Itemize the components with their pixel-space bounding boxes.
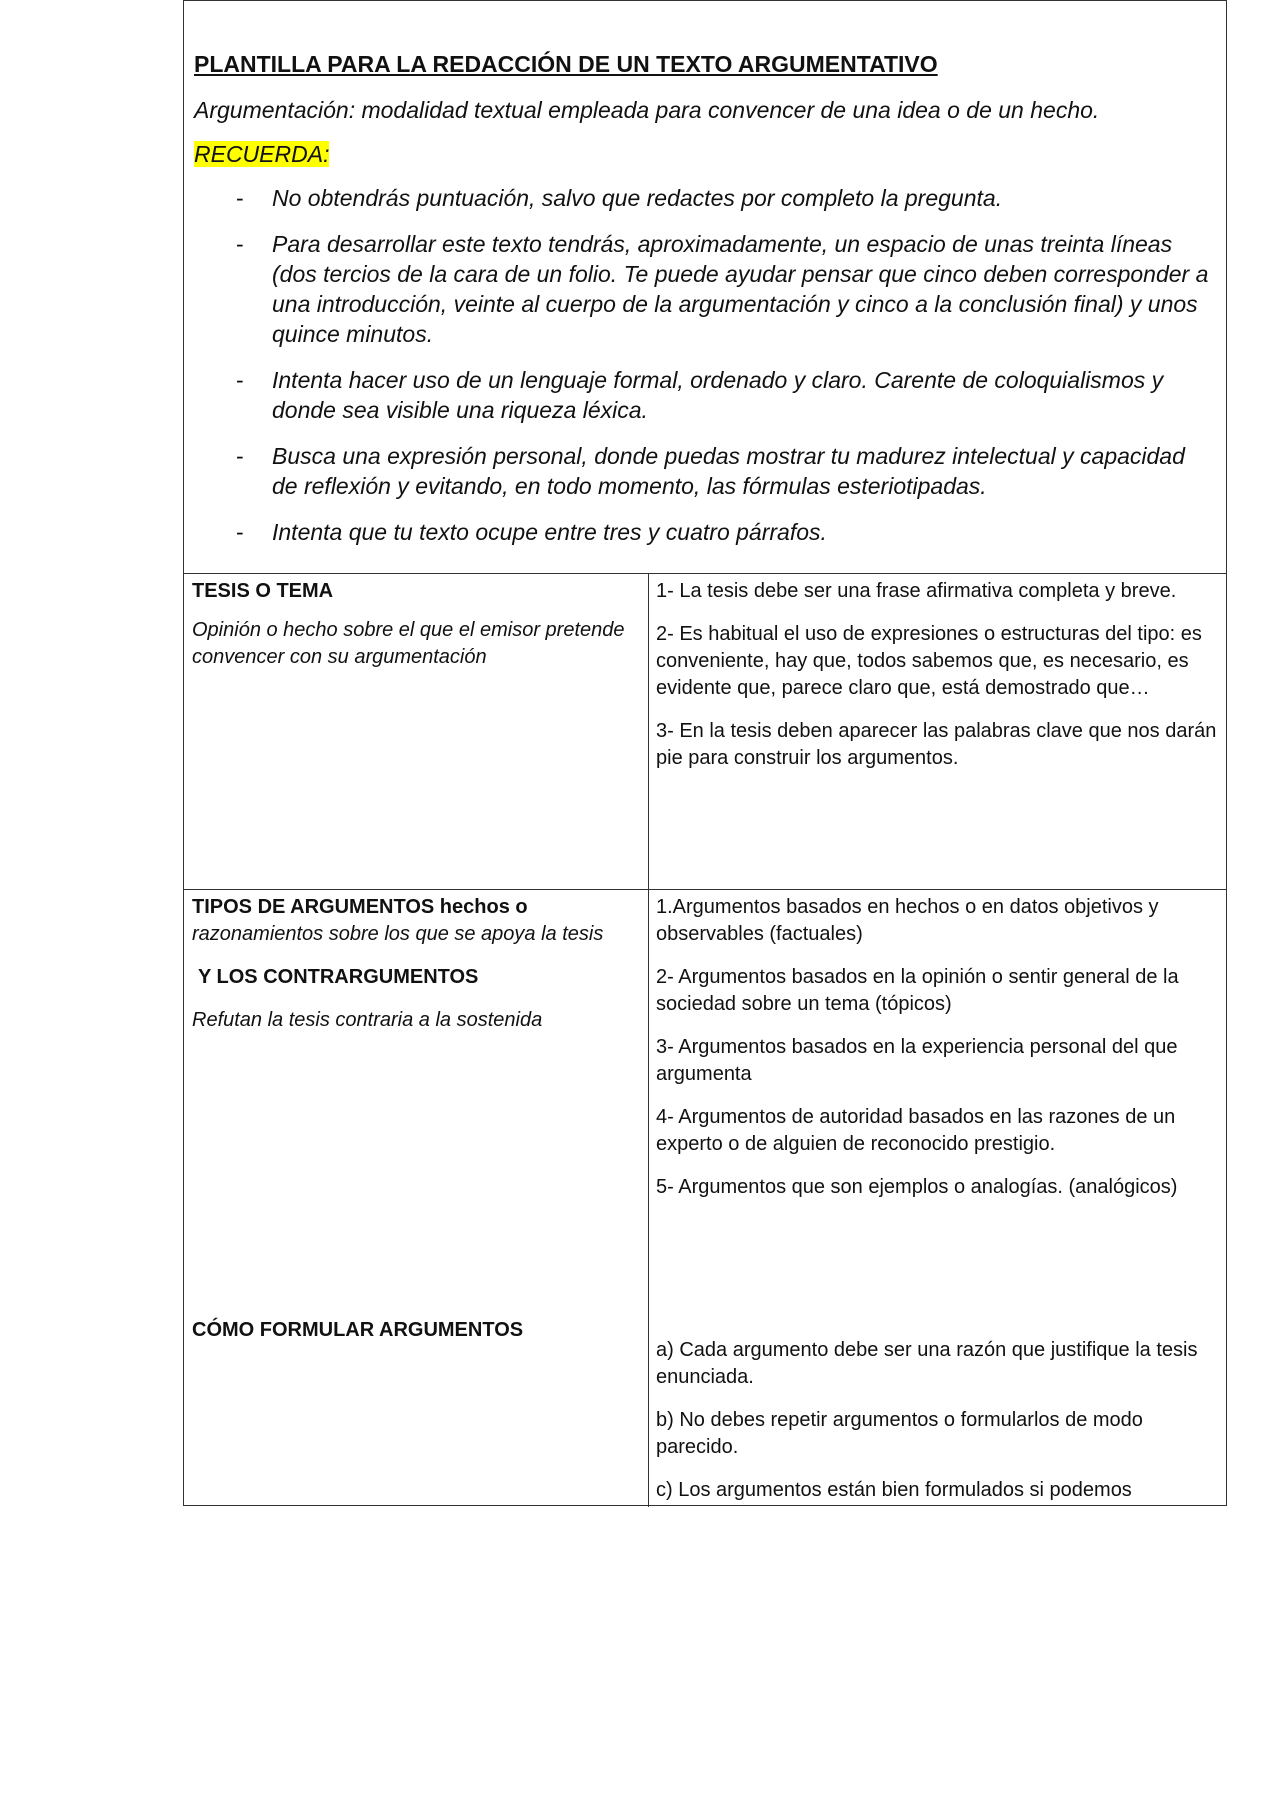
bullet-dash: - (236, 185, 244, 211)
tesis-point: 1- La tesis debe ser una frase afirmativa completa y breve. (656, 580, 1177, 602)
reminder-item: - Para desarrollar este texto tendrás, aproximadamente, un espacio de unas treinta líneas (dos tercios de la cara de un folio. Te puede ayudar pensar que cinco deben corresponder a una introducción, veinte al cuerpo de la argumentación y cinco a la conclusión final) y unos quince minutos. (236, 231, 1209, 347)
formular-heading: CÓMO FORMULAR ARGUMENTOS (192, 1319, 524, 1341)
tesis-point: 3- En la tesis deben aparecer las palabras clave que nos darán pie para construir los argumentos. (656, 720, 1217, 769)
template-table (183, 0, 1227, 1506)
contrargumentos-heading: Y LOS CONTRARGUMENTOS (198, 966, 479, 988)
tesis-row (184, 574, 1226, 890)
tipos-description: razonamientos sobre los que se apoya la tesis (192, 923, 604, 945)
reminder-label (194, 139, 1216, 169)
document-title: PLANTILLA PARA LA REDACCIÓN DE UN TEXTO ARGUMENTATIVO (194, 51, 938, 77)
tesis-label-cell (184, 574, 649, 889)
bullet-dash: - (236, 443, 244, 469)
bullet-dash: - (236, 367, 244, 393)
reminder-item: - No obtendrás puntuación, salvo que redactes por completo la pregunta. (236, 185, 1003, 211)
argumentation-definition: Argumentación: modalidad textual empleada para convencer de una idea o de un hecho. (194, 97, 1100, 123)
reminder-item: - Busca una expresión personal, donde puedas mostrar tu madurez intelectual y capacidad de reflexión y evitando, en todo momento, las fórmulas esteriotipadas. (236, 443, 1185, 499)
reminder-highlight: RECUERDA: (194, 141, 330, 167)
argument-type: 3- Argumentos basados en la experiencia personal del que argumenta (656, 1036, 1178, 1085)
tesis-description: Opinión o hecho sobre el que el emisor pretende convencer con su argumentación (192, 619, 625, 668)
argument-type: 5- Argumentos que son ejemplos o analogías. (analógicos) (656, 1176, 1178, 1198)
argument-type: 2- Argumentos basados en la opinión o sentir general de la sociedad sobre un tema (tópicos) (656, 966, 1179, 1015)
tesis-content-cell (649, 574, 1226, 889)
tipos-heading: TIPOS DE ARGUMENTOS hechos o (192, 896, 528, 918)
tesis-point: 2- Es habitual el uso de expresiones o estructuras del tipo: es conveniente, hay que, todos sabemos que, es necesario, es evidente que, parece claro que, está demostrado que… (656, 623, 1202, 699)
reminder-item: - Intenta que tu texto ocupe entre tres y cuatro párrafos. (236, 519, 827, 545)
argument-type: 1.Argumentos basados en hechos o en datos objetivos y observables (factuales) (656, 896, 1159, 945)
formular-point: c) Los argumentos están bien formulados si podemos (656, 1479, 1132, 1501)
formular-list (656, 1337, 1219, 1520)
intro-section (184, 1, 1226, 574)
bullet-dash: - (236, 519, 244, 545)
argumentos-label-cell (184, 890, 649, 1507)
argumentos-content-cell (649, 890, 1226, 1507)
reminder-item: - Intenta hacer uso de un lenguaje formal, ordenado y claro. Carente de coloquialismos y donde sea visible una riqueza léxica. (236, 367, 1164, 423)
formular-point: a) Cada argumento debe ser una razón que justifique la tesis enunciada. (656, 1339, 1198, 1388)
argumentos-row (184, 890, 1226, 1507)
reminder-list (194, 183, 1216, 547)
argument-type: 4- Argumentos de autoridad basados en las razones de un experto o de alguien de reconocido prestigio. (656, 1106, 1176, 1155)
contrargumentos-description: Refutan la tesis contraria a la sostenida (192, 1009, 543, 1031)
tesis-heading: TESIS O TEMA (192, 580, 334, 602)
bullet-dash: - (236, 231, 244, 257)
formular-point: b) No debes repetir argumentos o formularlos de modo parecido. (656, 1409, 1143, 1458)
